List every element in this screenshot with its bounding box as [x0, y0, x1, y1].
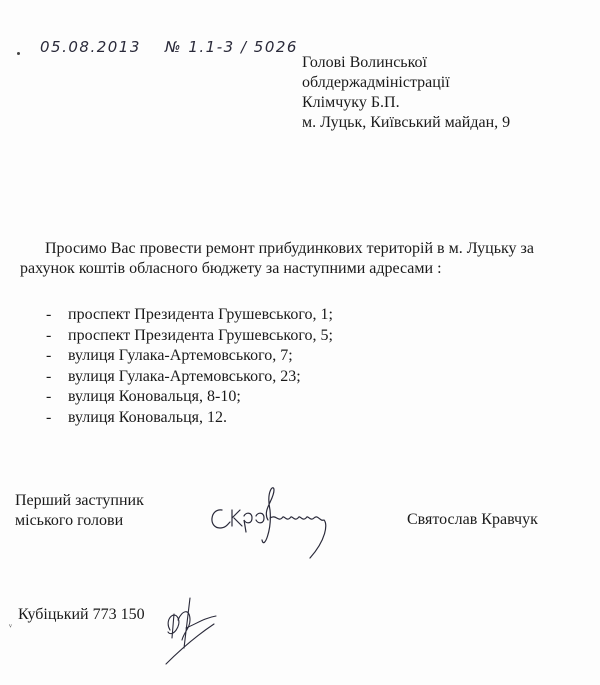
body-paragraph-line: рахунок коштів обласного бюджету за наступними адресами : [20, 260, 442, 277]
address-item [46, 408, 333, 429]
signer-title [15, 491, 144, 531]
address-item [46, 367, 333, 388]
address-item [46, 387, 333, 408]
registration-number: № 1.1-3 / 5026 [165, 38, 298, 56]
addressee-block [302, 53, 510, 133]
addressee-line: Голові Волинської [302, 54, 427, 71]
body-paragraph-line: Просимо Вас провести ремонт прибудинкових територій в м. Луцьку за [45, 240, 534, 257]
registration-date: 05.08.2013 [40, 38, 141, 56]
list-dash: - [46, 388, 52, 405]
list-dash: - [46, 347, 52, 364]
address-text: вулиця Гулака-Артемовського, 7; [68, 347, 293, 364]
list-dash: - [46, 306, 52, 323]
signer-name: Святослав Кравчук [407, 511, 538, 528]
signer-title-line: міського голови [15, 512, 124, 529]
address-text: вулиця Гулака-Артемовського, 23; [68, 367, 301, 385]
executor-tick-mark: ᵛ [9, 622, 12, 633]
signature-icon [200, 480, 350, 570]
address-text: вулиця Коновальця, 8-10; [68, 388, 241, 405]
signer-title-line: Перший заступник [15, 492, 144, 509]
scan-dot-mark [17, 52, 20, 55]
executor-contact: Кубіцький 773 150 [18, 606, 145, 623]
addressee-line: м. Луцьк, Київський майдан, 9 [302, 114, 511, 131]
list-dash: - [46, 408, 52, 426]
letter-body [20, 239, 580, 279]
address-item [46, 326, 333, 347]
address-list [46, 305, 333, 428]
addressee-line: Клімчуку Б.П. [302, 94, 400, 111]
list-dash: - [46, 367, 52, 385]
list-dash: - [46, 326, 52, 344]
addressee-line: облдержадміністрації [302, 74, 450, 91]
address-text: проспект Президента Грушевського, 1; [68, 306, 333, 323]
address-item [46, 305, 333, 326]
executor-initials-icon [160, 590, 230, 665]
address-item [46, 346, 333, 367]
address-text: вулиця Коновальця, 12. [68, 408, 227, 426]
address-text: проспект Президента Грушевського, 5; [68, 326, 333, 344]
